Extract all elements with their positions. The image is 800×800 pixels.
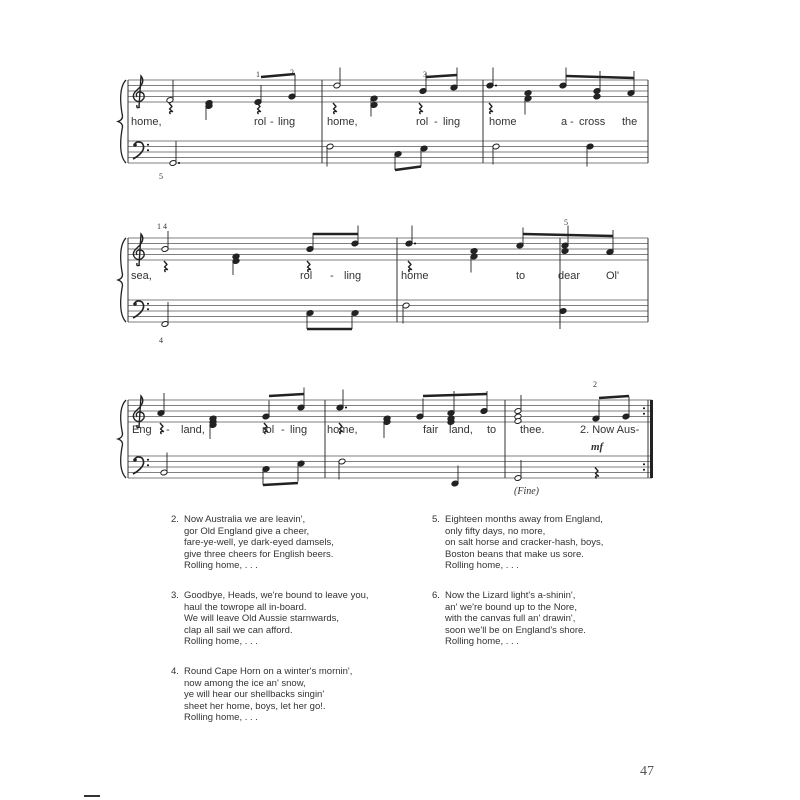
bass-clef-dot (147, 464, 149, 466)
verse-number: 3. (171, 590, 179, 601)
fingering: 3 (423, 70, 427, 79)
beam (263, 483, 298, 485)
dynamic-marking: mf (591, 441, 604, 453)
treble-clef (133, 76, 144, 108)
quarter-rest (489, 103, 493, 114)
verse-number: 2. (171, 514, 179, 525)
verse-line: sheet her home, boys, let her go!. (184, 700, 326, 712)
verse-line: Rolling home, . . . (445, 560, 519, 572)
verse-line: Boston beans that make us sore. (445, 548, 584, 560)
final-barline (650, 400, 653, 478)
verse-line: We will leave Old Aussie starnwards, (184, 613, 340, 625)
dot (345, 407, 347, 409)
lyric: rol (300, 270, 313, 282)
fingering: 4 (159, 336, 163, 345)
beam (426, 75, 457, 77)
lyric: a (561, 116, 568, 128)
verse-line: now among the ice an' snow, (184, 677, 306, 689)
fingering: 5 (564, 218, 568, 227)
lyric: rol (254, 116, 267, 128)
quarter-rest (164, 261, 168, 272)
bass-clef (133, 302, 137, 306)
verse-2 (171, 514, 334, 572)
brace (118, 80, 126, 163)
verse-4 (171, 666, 353, 724)
lyric: home, (131, 116, 162, 128)
lyric: - (570, 116, 574, 128)
quarter-rest (257, 103, 261, 114)
lyric: land, (181, 424, 205, 436)
lyric: fair (423, 424, 439, 436)
verse-line: Goodbye, Heads, we're bound to leave you, (184, 590, 369, 601)
dot (178, 162, 180, 164)
treble-clef (133, 396, 144, 428)
verse-line: Now the Lizard light's a-shinin', (445, 590, 576, 601)
bass-clef-dot (147, 308, 149, 310)
lyric: thee. (520, 424, 545, 436)
verse-line: Eighteen months away from England, (445, 514, 603, 525)
verse-line: on salt horse and cracker-hash, boys, (445, 537, 604, 549)
quarter-rest (595, 468, 599, 479)
quarter-note (593, 93, 601, 100)
verse-number: 4. (171, 666, 179, 677)
beam (599, 396, 629, 398)
brace (118, 400, 126, 478)
lyric: home (401, 270, 429, 282)
verse-line: only fifty days, no more, (445, 525, 546, 537)
quarter-rest (169, 103, 173, 114)
fingering: 1 (256, 70, 260, 79)
lyric: land, (449, 424, 473, 436)
fingering: 2 (593, 380, 597, 389)
bass-clef-dot (147, 144, 149, 146)
verse-number: 6. (432, 590, 440, 601)
quarter-rest (419, 103, 423, 114)
verse-6 (432, 590, 586, 648)
verse-line: Rolling home, . . . (184, 560, 258, 572)
beam (423, 394, 487, 396)
lyric: home, (327, 424, 358, 436)
lyric: rol (416, 116, 429, 128)
lyric: rol (262, 424, 275, 436)
beam (269, 394, 304, 396)
lyric: - (166, 424, 170, 436)
lyric: Eng (132, 424, 152, 436)
quarter-rest (333, 103, 337, 114)
fingering: 5 (159, 172, 163, 181)
verse-number: 5. (432, 514, 440, 525)
lyric: ling (290, 424, 308, 436)
verse-line: give three cheers for English beers. (184, 548, 334, 560)
verse-line: Rolling home, . . . (184, 636, 258, 648)
verse-line: haul the towrope all in-board. (184, 601, 307, 613)
verse-line: clap all sail we can afford. (184, 624, 293, 636)
lyric: home (489, 116, 517, 128)
dot (495, 85, 497, 87)
bass-clef-dot (147, 459, 149, 461)
lyric: the (622, 116, 638, 128)
verse-line: an' we're bound up to the Nore, (445, 601, 577, 613)
beam (566, 76, 634, 78)
lyric: home, (327, 116, 358, 128)
beam (523, 234, 613, 236)
verse-5 (432, 514, 604, 572)
verse-line: Rolling home, . . . (445, 636, 519, 648)
bass-clef-dot (147, 149, 149, 151)
lyric: - (330, 270, 334, 282)
lyric: - (434, 116, 438, 128)
verse-line: Now Australia we are leavin', (184, 514, 306, 525)
lyric: ling (443, 116, 461, 128)
beam (395, 167, 421, 171)
repeat-dot (643, 407, 645, 409)
verse-line: fare-ye-well, ye dark-eyed damsels, (184, 537, 334, 549)
lyric: ling (278, 116, 296, 128)
dot (414, 243, 416, 245)
page-edge-mark (84, 795, 100, 797)
lyric: cross (579, 116, 606, 128)
repeat-dot (643, 413, 645, 415)
lyric: - (281, 424, 285, 436)
bass-clef-dot (147, 303, 149, 305)
lyric: ling (344, 270, 362, 282)
lyric: to (487, 424, 497, 436)
lyric: sea, (131, 270, 152, 282)
lyric: dear (558, 270, 581, 282)
repeat-dot (643, 463, 645, 465)
fingering: 1 4 (157, 222, 167, 231)
fine-marking: (Fine) (514, 486, 539, 497)
verse-line: soon we'll be on England's shore. (445, 624, 586, 636)
page-number: 47 (640, 764, 654, 779)
treble-clef (133, 234, 144, 266)
verse-line: Round Cape Horn on a winter's mornin', (184, 666, 353, 677)
quarter-rest (160, 423, 164, 434)
bass-clef (133, 143, 137, 147)
brace (118, 238, 126, 322)
verse-line: Rolling home, . . . (184, 712, 258, 724)
lyric: Ol' (606, 270, 620, 282)
verse-line: ye will hear our shellbacks singin' (184, 689, 325, 701)
repeat-dot (643, 469, 645, 471)
fingering: 2 (290, 68, 294, 77)
verse-3 (171, 590, 369, 648)
verse-line: with the canvas full an' drawin', (445, 613, 576, 625)
bass-clef (133, 458, 137, 462)
lyric: 2. Now Aus- (580, 424, 640, 436)
lyric: - (270, 116, 274, 128)
verse-line: gor Old England give a cheer, (184, 525, 310, 537)
lyric: to (516, 270, 526, 282)
